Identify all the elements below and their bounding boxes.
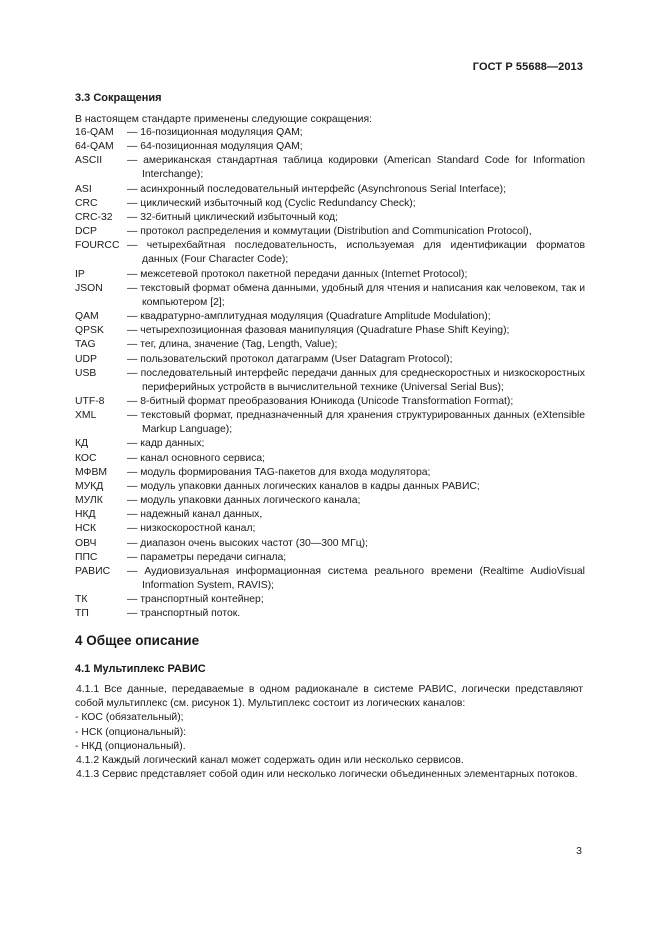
abbreviation-term: ТП: [75, 608, 89, 620]
abbreviation-term: UDP: [75, 353, 97, 365]
abbreviation-row: [75, 480, 585, 494]
paragraph-4-1-3: 4.1.3 Сервис представляет собой один или несколько логически объединенных элементарных потоков.: [76, 769, 578, 781]
abbreviation-row: [75, 593, 585, 607]
abbreviation-term: CRC-32: [75, 211, 113, 223]
abbreviation-term: ОВЧ: [75, 537, 97, 549]
paragraph-4-1-1: 4.1.1 Все данные, передаваемые в одном радиоканале в системе РАВИС, логически представляют собой мультиплекс (см. рисунок 1). Мультиплекс состоит из логических каналов:: [75, 684, 583, 710]
abbreviation-row: [75, 197, 585, 211]
abbreviation-term: РАВИС: [75, 565, 111, 577]
abbreviation-definition: — четырехпозиционная фазовая манипуляция (Quadrature Phase Shift Keying);: [127, 325, 510, 337]
abbreviation-definition: — американская стандартная таблица кодировки (American Standard Code for Information Interchange);: [127, 155, 585, 181]
abbreviation-term: CRC: [75, 197, 98, 209]
abbreviation-definition: — пользовательский протокол датаграмм (User Datagram Protocol);: [127, 353, 453, 365]
abbreviation-definition: — транспортный контейнер;: [127, 594, 264, 606]
abbreviation-definition: — параметры передачи сигнала;: [127, 551, 287, 563]
abbreviation-list: [75, 126, 585, 621]
abbreviation-row: [75, 338, 585, 352]
abbreviation-row: [75, 437, 585, 451]
abbreviation-row: [75, 268, 585, 282]
bullet-nkd: - НКД (опциональный).: [75, 740, 186, 752]
abbreviation-term: КОС: [75, 452, 97, 464]
abbreviation-definition: — канал основного сервиса;: [127, 452, 265, 464]
abbreviation-row: [75, 353, 585, 367]
abbreviation-row: [75, 537, 585, 551]
abbreviation-definition: — Аудиовизуальная информационная система реального времени (Realtime AudioVisual Information System, RAVIS);: [127, 565, 585, 591]
abbreviation-term: ППС: [75, 551, 98, 563]
abbreviation-row: [75, 211, 585, 225]
abbreviation-row: [75, 282, 585, 310]
section-3-3-title: 3.3 Сокращения: [75, 92, 162, 104]
abbreviation-term: QPSK: [75, 325, 104, 337]
bullet-nsk: - НСК (опциональный):: [75, 726, 187, 738]
abbreviation-term: DCP: [75, 226, 97, 238]
abbreviation-row: [75, 395, 585, 409]
abbreviation-row: [75, 494, 585, 508]
abbreviation-row: [75, 367, 585, 395]
abbreviation-term: КД: [75, 438, 89, 450]
abbreviation-definition: — тег, длина, значение (Tag, Length, Value);: [127, 339, 338, 351]
abbreviation-row: [75, 225, 585, 239]
abbreviation-term: IP: [75, 268, 85, 280]
section-3-3-intro: В настоящем стандарте применены следующие сокращения:: [75, 114, 372, 125]
abbreviation-definition: — 64-позиционная модуляция QAM;: [127, 141, 303, 153]
abbreviation-definition: — модуль формирования TAG-пакетов для входа модулятора;: [127, 466, 431, 478]
document-code-header: ГОСТ Р 55688—2013: [472, 61, 583, 73]
abbreviation-definition: — 32-битный циклический избыточный код;: [127, 211, 338, 223]
abbreviation-term: МФВМ: [75, 466, 108, 478]
abbreviation-definition: — межсетевой протокол пакетной передачи данных (Internet Protocol);: [127, 268, 468, 280]
abbreviation-definition: — диапазон очень высоких частот (30—300 МГц);: [127, 537, 368, 549]
abbreviation-definition: — протокол распределения и коммутации (Distribution and Communication Protocol),: [127, 226, 532, 238]
abbreviation-row: [75, 324, 585, 338]
bullet-kos: - КОС (обязательный);: [75, 712, 184, 724]
section-4-1-title: 4.1 Мультиплекс РАВИС: [75, 663, 206, 675]
abbreviation-definition: — модуль упаковки данных логических каналов в кадры данных РАВИС;: [127, 480, 480, 492]
abbreviation-row: [75, 126, 585, 140]
abbreviation-definition: — надежный канал данных,: [127, 509, 263, 521]
abbreviation-term: USB: [75, 367, 97, 379]
abbreviation-term: XML: [75, 410, 97, 422]
abbreviation-definition: — асинхронный последовательный интерфейс (Asynchronous Serial Interface);: [127, 183, 507, 195]
section-4-1-body: [75, 683, 583, 782]
abbreviation-definition: — кадр данных;: [127, 438, 205, 450]
abbreviation-term: 64-QAM: [75, 141, 114, 153]
abbreviation-term: 16-QAM: [75, 127, 114, 138]
abbreviation-definition: — текстовый формат, предназначенный для хранения структурированных данных (eXtensible Markup Language);: [127, 410, 585, 436]
abbreviation-term: ASCII: [75, 155, 103, 167]
abbreviation-definition: — последовательный интерфейс передачи данных для среднескоростных и низкоскоростных периферийных устройств в вычислительной технике (Universal Serial Bus);: [127, 367, 585, 393]
abbreviation-row: [75, 508, 585, 522]
abbreviation-term: TAG: [75, 339, 96, 351]
abbreviation-definition: — модуль упаковки данных логического канала;: [127, 495, 361, 507]
abbreviation-definition: — текстовый формат обмена данными, удобный для чтения и написания как человеком, так и компьютером [2];: [127, 282, 585, 308]
abbreviation-definition: — 16-позиционная модуляция QAM;: [127, 127, 303, 138]
abbreviation-term: FOURCC: [75, 240, 120, 252]
abbreviation-term: ASI: [75, 183, 92, 195]
abbreviation-row: [75, 154, 585, 182]
abbreviation-row: [75, 239, 585, 267]
abbreviation-row: [75, 565, 585, 593]
abbreviation-row: [75, 466, 585, 480]
abbreviation-definition: — квадратурно-амплитудная модуляция (Quadrature Amplitude Modulation);: [127, 311, 491, 323]
abbreviation-row: [75, 522, 585, 536]
paragraph-4-1-2: 4.1.2 Каждый логический канал может содержать один или несколько сервисов.: [76, 755, 464, 767]
abbreviation-row: [75, 607, 585, 621]
abbreviation-row: [75, 183, 585, 197]
abbreviation-definition: — циклический избыточный код (Cyclic Redundancy Check);: [127, 197, 416, 209]
abbreviation-term: МУЛК: [75, 495, 103, 507]
abbreviation-row: [75, 310, 585, 324]
abbreviation-row: [75, 452, 585, 466]
abbreviation-definition: — четырехбайтная последовательность, используемая для идентификации форматов данных (Four Character Code);: [127, 240, 585, 266]
abbreviation-definition: — низкоскоростной канал;: [127, 523, 256, 535]
abbreviation-definition: — 8-битный формат преобразования Юникода (Unicode Transformation Format);: [127, 395, 514, 407]
abbreviation-term: МУКД: [75, 480, 104, 492]
abbreviation-term: НКД: [75, 509, 96, 521]
abbreviation-term: НСК: [75, 523, 97, 535]
abbreviation-term: JSON: [75, 282, 103, 294]
abbreviation-term: ТК: [75, 594, 88, 606]
abbreviation-term: UTF-8: [75, 395, 105, 407]
section-4-title: 4 Общее описание: [75, 633, 200, 648]
abbreviation-row: [75, 551, 585, 565]
page-number: 3: [576, 845, 582, 857]
abbreviation-term: QAM: [75, 311, 99, 323]
abbreviation-row: [75, 409, 585, 437]
abbreviation-definition: — транспортный поток.: [127, 608, 241, 620]
abbreviation-row: [75, 140, 585, 154]
